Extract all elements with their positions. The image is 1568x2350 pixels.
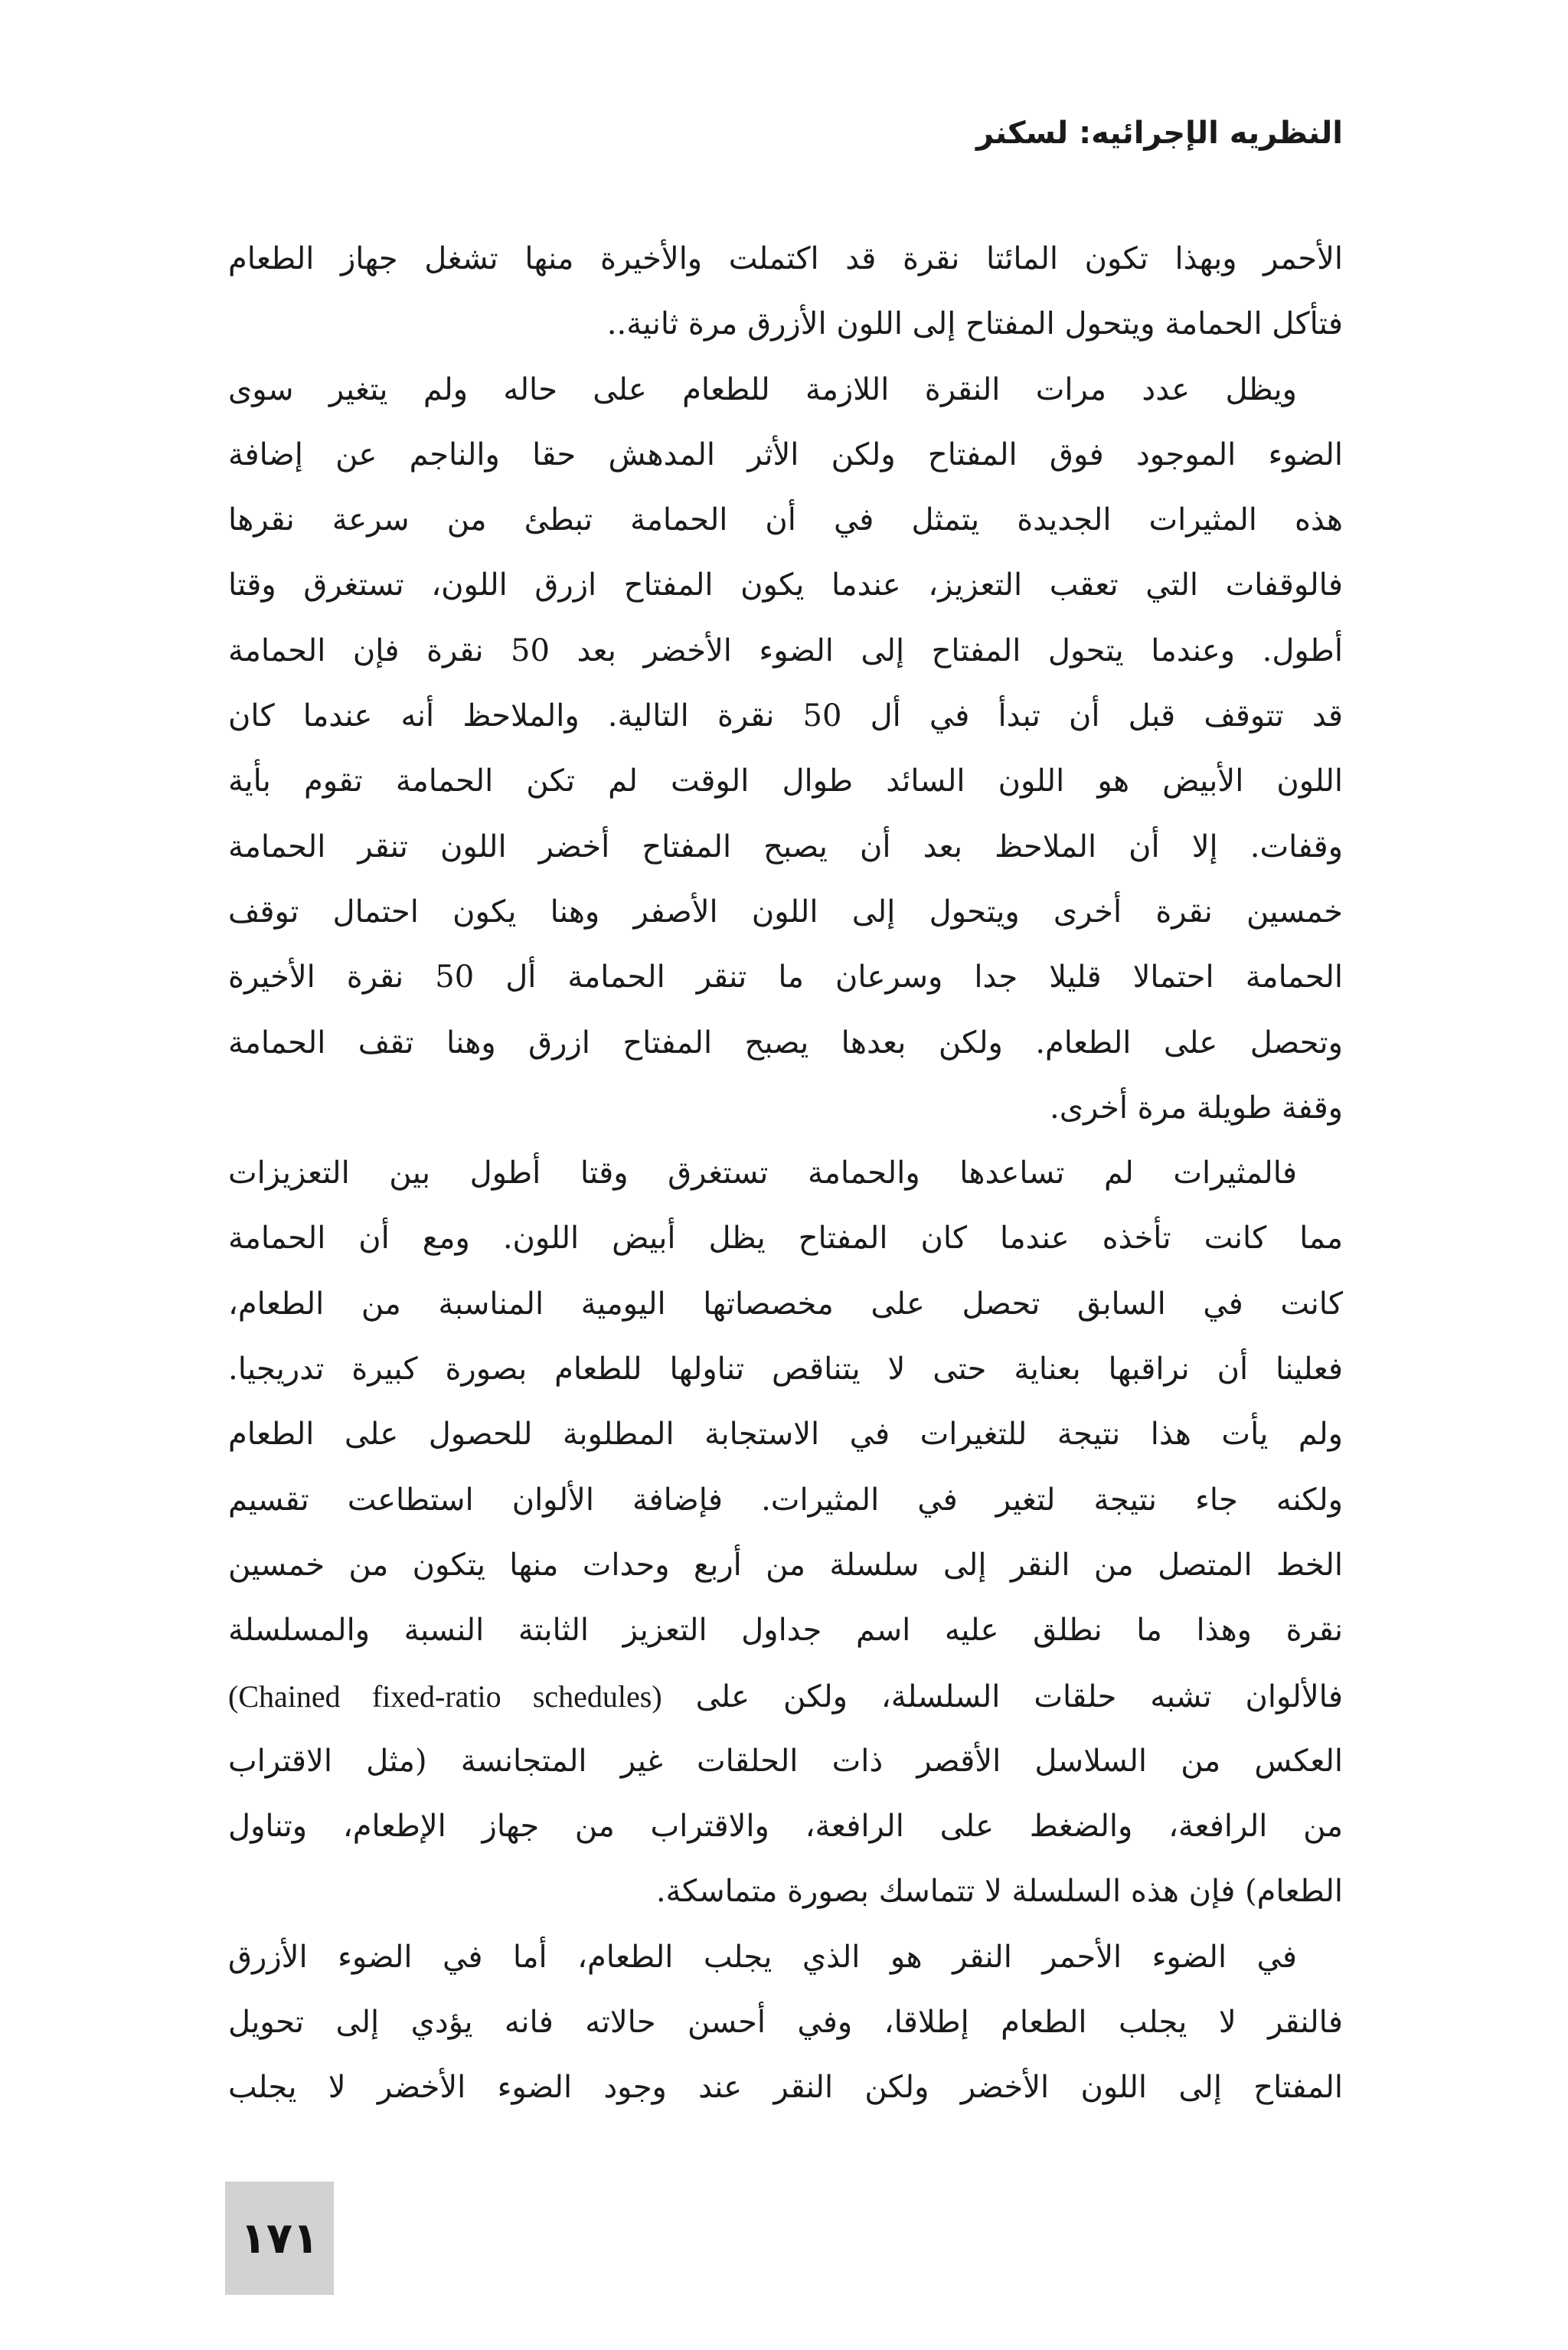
text-line: الأحمر وبهذا تكون المائتا نقرة قد اكتملت والأخيرة منها تشغل جهاز الطعام (228, 241, 1343, 276)
text-line: المفتاح إلى اللون الأخضر ولكن النقر عند وجود الضوء الأخضر لا يجلب (228, 2070, 1343, 2106)
body-text (228, 227, 1343, 2121)
text-line: نقرة وهذا ما نطلق عليه اسم جداول التعزيز الثابتة النسبة والمسلسلة (228, 1613, 1343, 1649)
text-line: ولم يأت هذا نتيجة للتغيرات في الاستجابة المطلوبة للحصول على الطعام (228, 1417, 1343, 1453)
arabic-fragment: فالألوان تشبه حلقات السلسلة، ولكن على (695, 1678, 1343, 1714)
text-line: الخط المتصل من النقر إلى سلسلة من أربع وحدات منها يتكون من خمسين (228, 1547, 1343, 1583)
latin-term: (Chained fixed-ratio schedules) (228, 1678, 662, 1714)
text-line: العكس من السلاسل الأقصر ذات الحلقات غير المتجانسة (مثل الاقتراب (228, 1743, 1343, 1779)
text-line: وتحصل على الطعام. ولكن بعدها يصبح المفتاح ازرق وهنا تقف الحمامة (228, 1025, 1343, 1061)
text-line: فالنقر لا يجلب الطعام إطلاقا، وفي أحسن حالاته فانه يؤدي إلى تحويل (228, 2005, 1343, 2041)
text-line: الطعام) فإن هذه السلسلة لا تتماسك بصورة متماسكة. (655, 1874, 1343, 1910)
text-line: فعلينا أن نراقبها بعناية حتى لا يتناقص تناولها للطعام بصورة كبيرة تدريجيا. (228, 1351, 1343, 1387)
text-line: وقفات. إلا أن الملاحظ بعد أن يصبح المفتاح أخضر اللون تنقر الحمامة (228, 829, 1343, 864)
text-line: خمسين نقرة أخرى ويتحول إلى اللون الأصفر وهنا يكون احتمال توقف (228, 894, 1343, 930)
text-line: هذه المثيرات الجديدة يتمثل في أن الحمامة تبطئ من سرعة نقرها (228, 502, 1343, 538)
text-line: فالمثيرات لم تساعدها والحمامة تستغرق وقتا أطول بين التعزيزات (228, 1155, 1297, 1191)
running-header: النظريه الإجرائيه: لسكنر (975, 116, 1343, 151)
text-line: فالوقفات التي تعقب التعزيز، عندما يكون المفتاح ازرق اللون، تستغرق وقتا (228, 567, 1343, 603)
page-number: ١٧١ (240, 2213, 319, 2263)
text-line: الضوء الموجود فوق المفتاح ولكن الأثر المدهش حقا والناجم عن إضافة (228, 436, 1343, 472)
text-line: أطول. وعندما يتحول المفتاح إلى الضوء الأخضر بعد 50 نقرة فإن الحمامة (228, 632, 1343, 668)
text-line: من الرافعة، والضغط على الرافعة، والاقتراب من جهاز الإطعام، وتناول (228, 1809, 1343, 1845)
text-line: ويظل عدد مرات النقرة اللازمة للطعام على حاله ولم يتغير سوى (228, 371, 1297, 407)
text-line: في الضوء الأحمر النقر هو الذي يجلب الطعام، أما في الضوء الأزرق (228, 1939, 1297, 1975)
text-line: وقفة طويلة مرة أخرى. (1050, 1090, 1343, 1126)
text-line: فتأكل الحمامة ويتحول المفتاح إلى اللون الأزرق مرة ثانية.. (606, 306, 1343, 342)
page-number-box (225, 2182, 334, 2295)
text-line: قد تتوقف قبل أن تبدأ في أل 50 نقرة التالية. والملاحظ أنه عندما كان (228, 698, 1343, 734)
text-line: ولكنه جاء نتيجة لتغير في المثيرات. فإضافة الألوان استطاعت تقسيم (228, 1482, 1343, 1518)
text-line: مما كانت تأخذه عندما كان المفتاح يظل أبيض اللون. ومع أن الحمامة (228, 1221, 1343, 1257)
text-line: كانت في السابق تحصل على مخصصاتها اليومية المناسبة من الطعام، (228, 1286, 1343, 1322)
text-line: الحمامة احتمالا قليلا جدا وسرعان ما تنقر الحمامة أل 50 نقرة الأخيرة (228, 959, 1343, 995)
text-line: اللون الأبيض هو اللون السائد طوال الوقت لم تكن الحمامة تقوم بأية (228, 763, 1343, 799)
text-line-with-term (228, 1664, 1343, 1729)
